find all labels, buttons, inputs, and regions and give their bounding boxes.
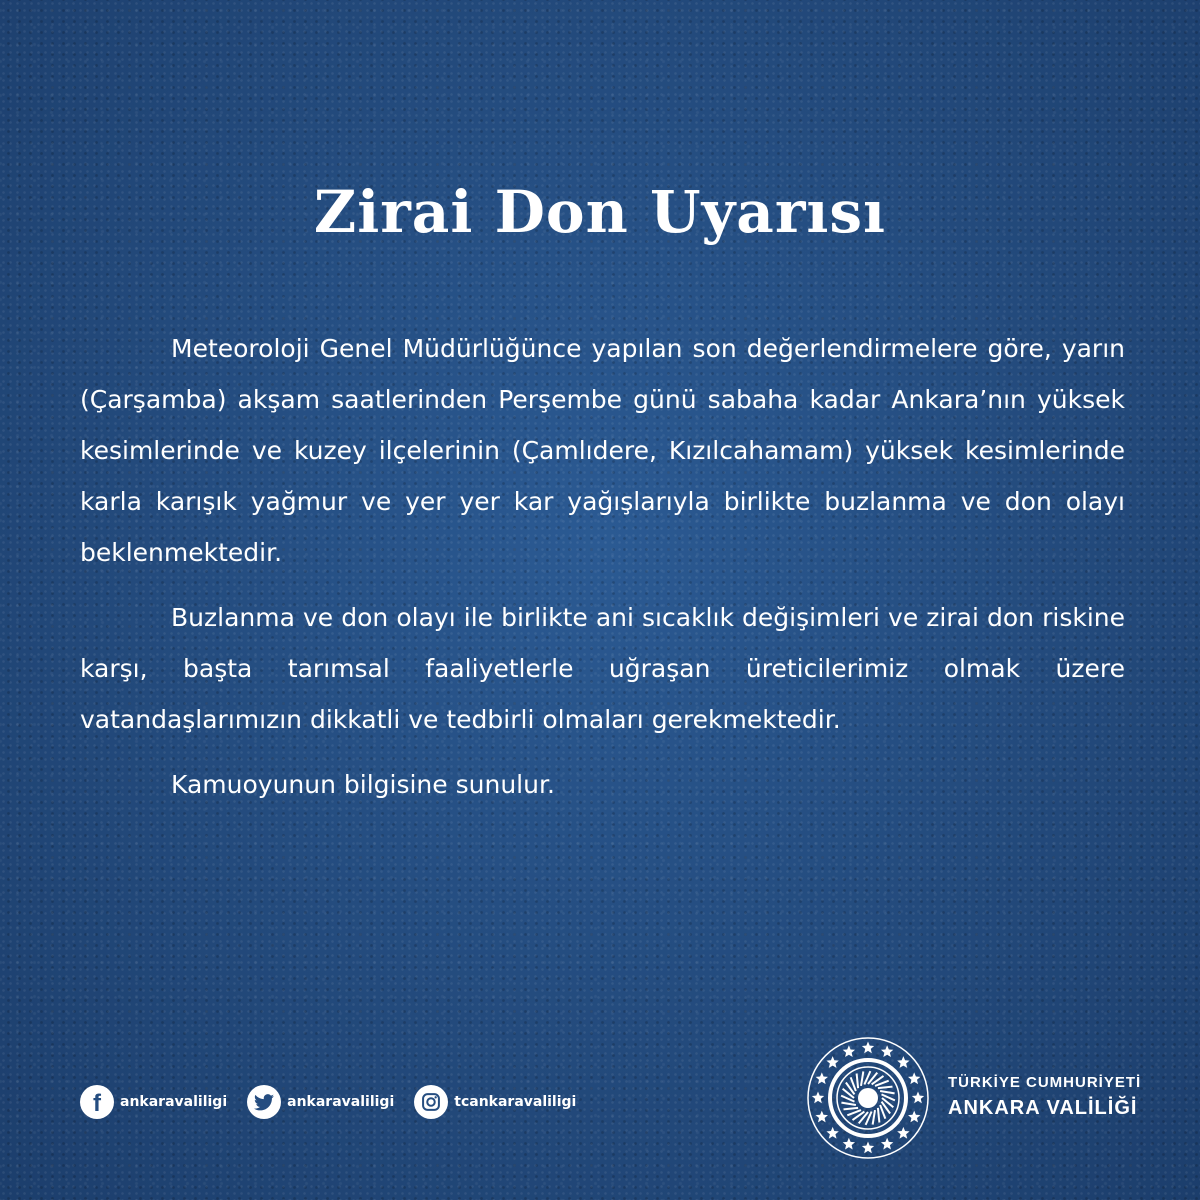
presidential-seal-icon	[806, 1036, 930, 1160]
facebook-handle: ankaravaliligi	[120, 1094, 228, 1110]
twitter-icon	[247, 1085, 281, 1119]
instagram-icon	[414, 1085, 448, 1119]
institution-line-1: TÜRKİYE CUMHURİYETİ	[948, 1074, 1142, 1091]
instagram-handle: tcankaravaliligi	[454, 1094, 577, 1110]
paragraph-forecast: Meteoroloji Genel Müdürlüğünce yapılan son değerlendirmelere göre, yarın (Çarşamba) akşam saatlerinden Perşembe günü sabaha kadar Ankara’nın yüksek kesimlerinde ve kuzey ilçelerinin (Çamlıdere, Kızılcahamam) yüksek kesimlerinde karla karışık yağmur ve yer yer kar yağışlarıyla birlikte buzlanma ve don olayı beklenmektedir.	[80, 334, 1125, 567]
announcement-body	[80, 323, 1125, 824]
social-link-instagram[interactable]	[414, 1085, 576, 1119]
social-link-twitter[interactable]	[247, 1085, 394, 1119]
twitter-handle: ankaravaliligi	[287, 1094, 395, 1110]
social-links	[80, 1082, 596, 1122]
paragraph-closing: Kamuoyunun bilgisine sunulur.	[171, 770, 555, 799]
institution-name	[948, 1072, 1141, 1122]
facebook-icon: f	[80, 1085, 114, 1119]
page-title: Zirai Don Uyarısı	[313, 178, 887, 246]
paragraph-warning: Buzlanma ve don olayı ile birlikte ani sıcaklık değişimleri ve zirai don riskine karşı, başta tarımsal faaliyetlerle uğraşan üreticilerimiz olmak üzere vatandaşlarımızın dikkatli ve tedbirli olmaları gerekmektedir.	[80, 603, 1125, 734]
institution-line-2: ANKARA VALİLİĞİ	[948, 1097, 1138, 1119]
social-link-facebook[interactable]	[80, 1085, 227, 1119]
